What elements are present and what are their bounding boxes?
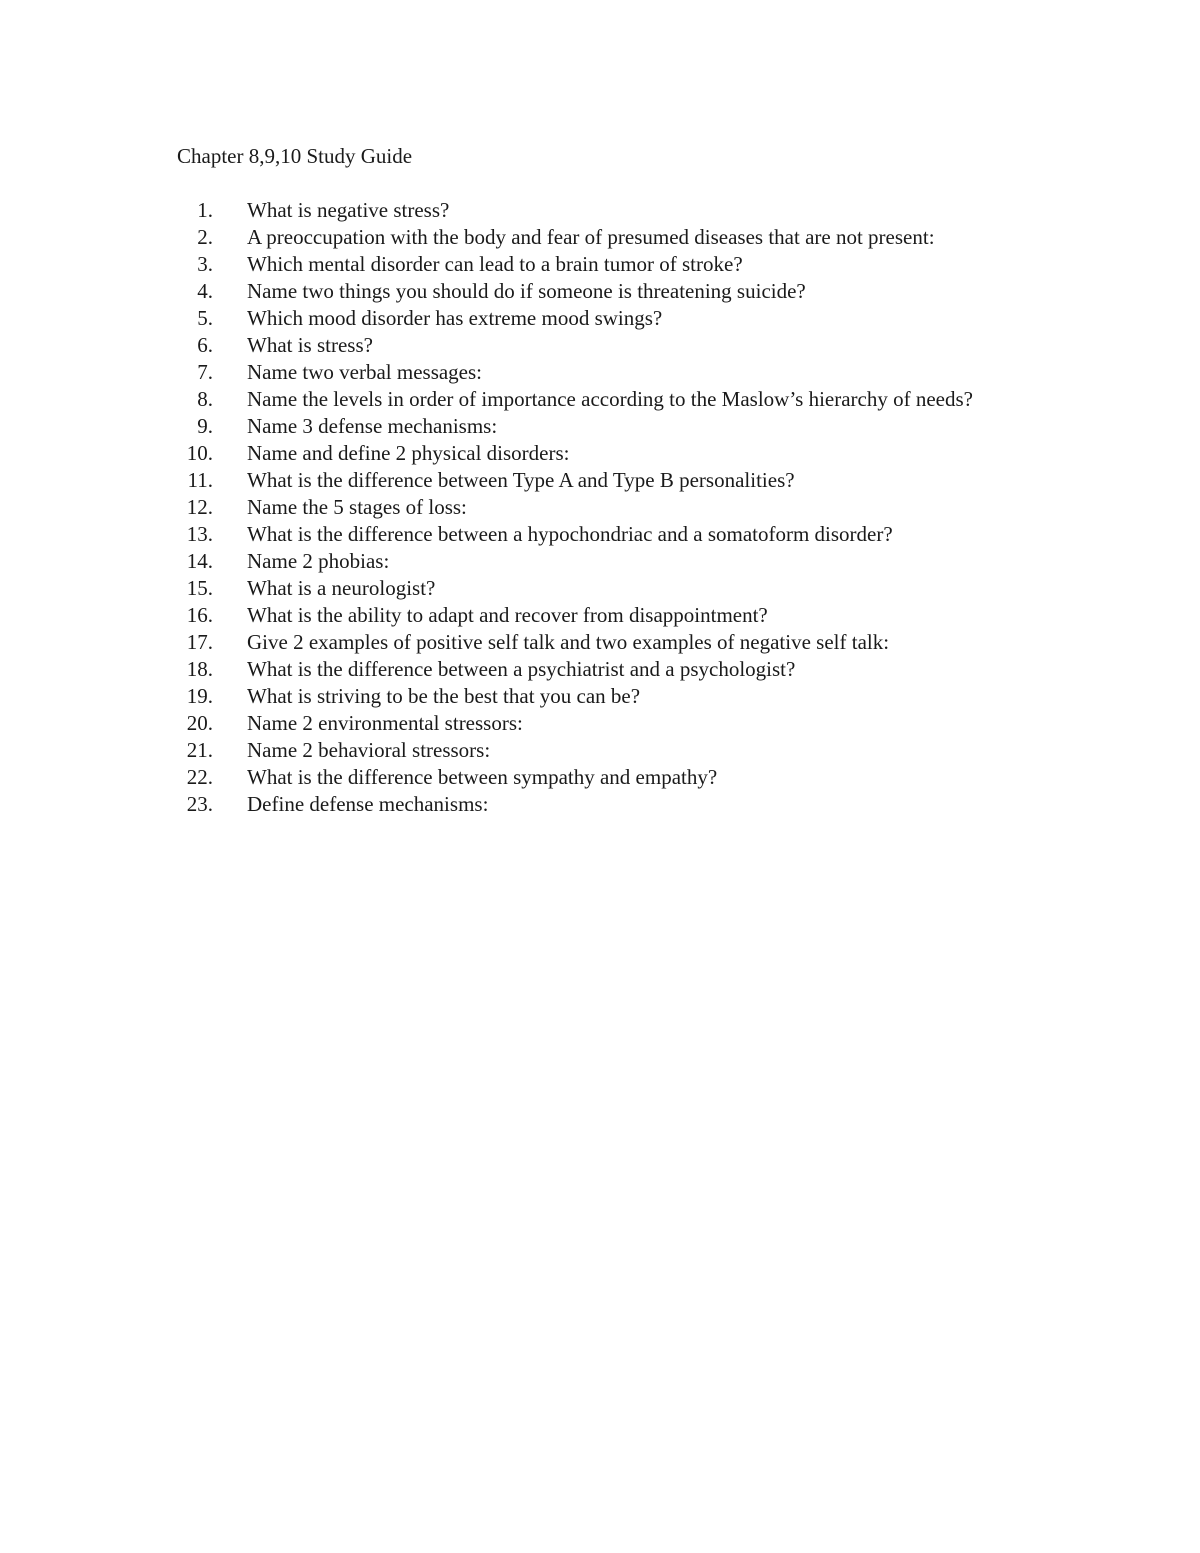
list-item [177, 197, 1037, 224]
question-text: Name 2 behavioral stressors: [247, 738, 491, 762]
question-number: 19. [186, 684, 213, 708]
list-item [177, 575, 1037, 602]
question-text: A preoccupation with the body and fear of presumed diseases that are not present: [247, 225, 935, 249]
question-text: Name 3 defense mechanisms: [247, 414, 498, 438]
question-number: 18. [186, 657, 213, 681]
list-item [177, 602, 1037, 629]
question-text: Name 2 phobias: [247, 549, 390, 573]
list-item [177, 764, 1037, 791]
question-text: Name the 5 stages of loss: [247, 495, 467, 519]
question-text: Define defense mechanisms: [247, 792, 489, 816]
list-item [177, 683, 1037, 710]
question-text: Name 2 environmental stressors: [247, 711, 523, 735]
list-item [177, 629, 1037, 656]
question-number: 8. [197, 387, 213, 411]
question-text: Name and define 2 physical disorders: [247, 441, 570, 465]
list-item [177, 548, 1037, 575]
question-number: 10. [186, 441, 213, 465]
list-item [177, 413, 1037, 440]
question-number: 5. [197, 306, 213, 330]
question-number: 9. [197, 414, 213, 438]
question-text: What is striving to be the best that you can be? [247, 684, 641, 708]
list-item [177, 386, 1037, 413]
question-text: What is the difference between sympathy and empathy? [247, 765, 718, 789]
question-text: What is negative stress? [247, 198, 450, 222]
question-text: What is the ability to adapt and recover from disappointment? [247, 603, 768, 627]
question-number: 13. [186, 522, 213, 546]
list-item [177, 710, 1037, 737]
list-item [177, 521, 1037, 548]
question-text: Name two verbal messages: [247, 360, 483, 384]
question-text: What is a neurologist? [247, 576, 436, 600]
question-number: 7. [197, 360, 213, 384]
question-number: 11. [187, 468, 213, 492]
question-number: 16. [186, 603, 213, 627]
list-item [177, 278, 1037, 305]
question-number: 3. [197, 252, 213, 276]
question-number: 17. [186, 630, 213, 654]
question-number: 4. [197, 279, 213, 303]
list-item [177, 224, 1037, 251]
question-text: Name two things you should do if someone is threatening suicide? [247, 279, 806, 303]
question-number: 14. [186, 549, 213, 573]
list-item [177, 332, 1037, 359]
question-number: 1. [197, 198, 213, 222]
list-item [177, 494, 1037, 521]
list-item [177, 656, 1037, 683]
question-number: 20. [186, 711, 213, 735]
question-text: What is the difference between a hypochondriac and a somatoform disorder? [247, 522, 893, 546]
list-item [177, 737, 1037, 764]
question-number: 22. [186, 765, 213, 789]
question-text: What is the difference between a psychiatrist and a psychologist? [247, 657, 796, 681]
list-item [177, 467, 1037, 494]
list-item [177, 440, 1037, 467]
question-number: 21. [186, 738, 213, 762]
question-text: Name the levels in order of importance according to the Maslow’s hierarchy of needs? [247, 387, 973, 411]
page-title: Chapter 8,9,10 Study Guide [177, 144, 413, 168]
question-number: 6. [197, 333, 213, 357]
question-text: Which mood disorder has extreme mood swings? [247, 306, 663, 330]
question-text: What is the difference between Type A and Type B personalities? [247, 468, 795, 492]
question-text: Give 2 examples of positive self talk and two examples of negative self talk: [247, 630, 890, 654]
question-text: Which mental disorder can lead to a brain tumor of stroke? [247, 252, 743, 276]
question-list [177, 197, 1037, 818]
question-number: 12. [186, 495, 213, 519]
question-number: 15. [186, 576, 213, 600]
list-item [177, 305, 1037, 332]
list-item [177, 791, 1037, 818]
list-item [177, 251, 1037, 278]
question-text: What is stress? [247, 333, 373, 357]
question-number: 23. [186, 792, 213, 816]
list-item [177, 359, 1037, 386]
question-number: 2. [197, 225, 213, 249]
